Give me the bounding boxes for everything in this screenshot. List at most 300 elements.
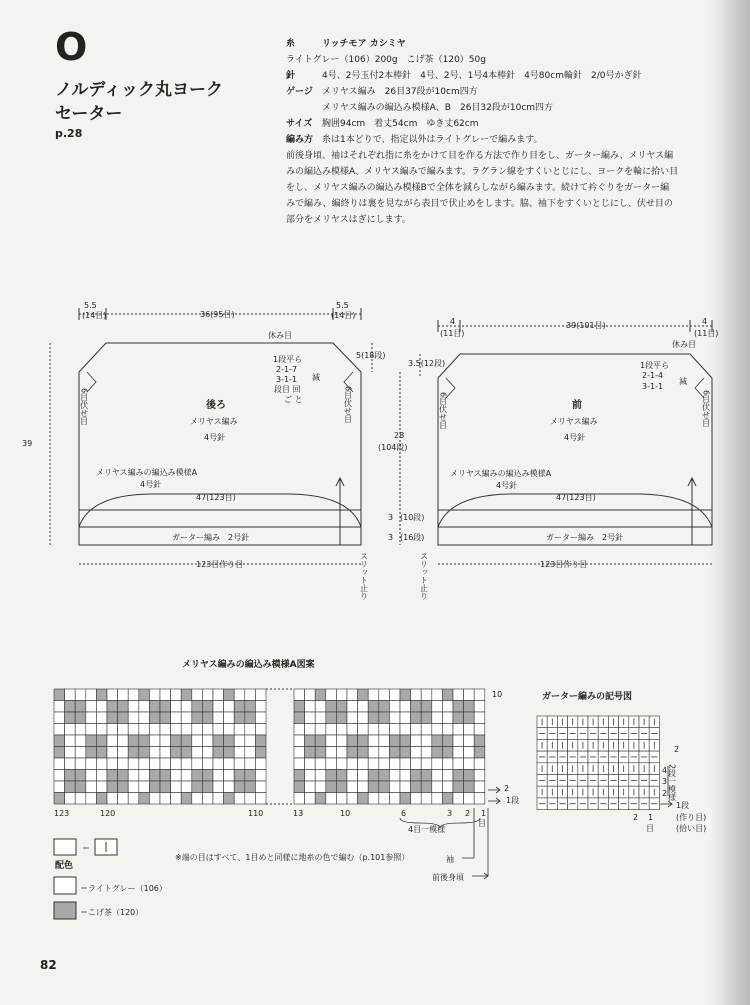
chart-a-cell xyxy=(202,793,213,805)
chart-a-cell xyxy=(75,793,86,805)
chart-a-cell xyxy=(358,747,369,759)
back-height: 39 xyxy=(22,439,33,448)
front-needle: 4号針 xyxy=(564,433,586,442)
chart-a-cell xyxy=(75,701,86,713)
chart-a-cell xyxy=(432,781,443,793)
chart-a-cell xyxy=(255,793,266,805)
chart-a-cell xyxy=(453,712,464,724)
chart-a-cell xyxy=(368,701,379,713)
front-left-height: 3.5(12段) xyxy=(408,359,446,368)
chart-a-cell xyxy=(305,689,316,701)
chart-a-cell xyxy=(181,701,192,713)
chart-a-cell xyxy=(432,701,443,713)
chart-a-cell xyxy=(294,793,305,805)
chart-a-label-120: 120 xyxy=(100,809,116,818)
chart-a-cell xyxy=(213,747,224,759)
chart-a-cell xyxy=(213,689,224,701)
chart-a-cell xyxy=(65,724,76,736)
chart-a-cell xyxy=(160,793,171,805)
chart-a-cell xyxy=(326,758,337,770)
chart-a-cell xyxy=(442,758,453,770)
page-reference: p.28 xyxy=(55,127,83,140)
chart-a-cell xyxy=(464,747,475,759)
chart-a-cell xyxy=(432,689,443,701)
chart-a-cell xyxy=(54,712,65,724)
chart-a-cell xyxy=(294,747,305,759)
chart-a-cell xyxy=(474,781,485,793)
chart-a-cell xyxy=(139,781,150,793)
chart-a-cell xyxy=(326,735,337,747)
chart-a-cell xyxy=(96,770,107,782)
chart-a-cell xyxy=(86,724,97,736)
chart-a-cell xyxy=(305,770,316,782)
chart-a-cell xyxy=(294,701,305,713)
chart-a-label-2: 2 xyxy=(465,809,471,818)
chart-a-cell xyxy=(474,689,485,701)
chart-a-label-13: 13 xyxy=(293,809,304,818)
chart-a-cell xyxy=(171,735,182,747)
chart-a-cell xyxy=(118,724,129,736)
chart-a-cell xyxy=(474,724,485,736)
back-pattern: メリヤス編みの編込み模様A xyxy=(96,468,198,477)
chart-a-cell xyxy=(192,724,203,736)
back-right-height: 5(18段) xyxy=(356,351,386,360)
chart-a-cell xyxy=(336,747,347,759)
back-bind-right: 6目伏せ目 xyxy=(343,386,353,424)
back-dec-5: ご と xyxy=(284,395,303,404)
chart-a-cell xyxy=(442,689,453,701)
chart-a-cell xyxy=(65,701,76,713)
chart-a-cell xyxy=(160,712,171,724)
chart-a-cell xyxy=(224,793,235,805)
chart-a-cell xyxy=(379,724,390,736)
chart-a-cell xyxy=(315,712,326,724)
chart-a-cell xyxy=(54,701,65,713)
title-line-2: セーター xyxy=(55,104,123,124)
chart-a-cell xyxy=(118,793,129,805)
front-bind-right: 6目伏せ目 xyxy=(701,390,711,428)
chart-a-cell xyxy=(411,724,422,736)
chart-a-cell xyxy=(65,758,76,770)
chart-a-cell xyxy=(128,724,139,736)
chart-a-cell xyxy=(86,689,97,701)
chart-a-cell xyxy=(432,770,443,782)
chart-a-cell xyxy=(192,735,203,747)
chart-a-cell xyxy=(453,793,464,805)
chart-a-cell xyxy=(213,770,224,782)
chart-a-row-1: 1段 xyxy=(506,796,520,805)
chart-a-cell xyxy=(86,701,97,713)
chart-a-cell xyxy=(255,770,266,782)
chart-a-cell xyxy=(192,689,203,701)
chart-a-cell xyxy=(368,712,379,724)
chart-a-cell xyxy=(75,735,86,747)
pattern-letter: O xyxy=(55,25,88,69)
chart-a-cell xyxy=(379,770,390,782)
chart-a-cell xyxy=(54,793,65,805)
chart-a-cell xyxy=(181,770,192,782)
back-dim-right: 5.5 xyxy=(336,301,349,310)
chart-a-cell xyxy=(368,735,379,747)
chart-a-cell xyxy=(474,701,485,713)
chart-a-cell xyxy=(128,735,139,747)
chart-a-cell xyxy=(234,770,245,782)
chart-a-cell xyxy=(181,793,192,805)
method-line-6: 部分をメリヤスはぎにします。 xyxy=(286,215,411,225)
chart-a-cell xyxy=(213,735,224,747)
chart-a-cell xyxy=(305,712,316,724)
chart-a-cell xyxy=(224,712,235,724)
gauge-value-1: メリヤス編み 26目37段が10cm四方 xyxy=(322,87,478,97)
chart-a-cell xyxy=(54,747,65,759)
chart-a-cell xyxy=(255,735,266,747)
chart-a-cell xyxy=(245,712,256,724)
back-dim-right-st: (14目) xyxy=(331,311,356,320)
chart-a-cell xyxy=(315,689,326,701)
chart-a-cell xyxy=(255,758,266,770)
chart-a-cell xyxy=(453,701,464,713)
chart-a-cell xyxy=(474,793,485,805)
front-dim-left: 4 xyxy=(450,317,456,326)
chart-a-cell xyxy=(400,758,411,770)
back-dim-left-st: (14目) xyxy=(82,311,107,320)
chart-a-cell xyxy=(181,689,192,701)
chart-a-cell xyxy=(411,747,422,759)
chart-a-cell xyxy=(213,712,224,724)
back-dec-3: 3-1-1 xyxy=(276,375,298,384)
chart-a-cell xyxy=(139,758,150,770)
chart-a-cell xyxy=(411,793,422,805)
chart-a-cell xyxy=(315,735,326,747)
chart-a-cell xyxy=(202,712,213,724)
chart-a-cell xyxy=(315,701,326,713)
chart-a-cell xyxy=(464,689,475,701)
chart-a-cell xyxy=(107,724,118,736)
back-stitch: メリヤス編み xyxy=(190,417,238,426)
chart-a-cell xyxy=(305,793,316,805)
chart-a-cell xyxy=(96,735,107,747)
chart-a-cell xyxy=(368,758,379,770)
chart-a-cell xyxy=(149,770,160,782)
chart-a-cell xyxy=(347,747,358,759)
chart-a-cell xyxy=(160,758,171,770)
front-dim-mid: 39(101目) xyxy=(566,321,606,330)
chart-a-cell xyxy=(128,758,139,770)
chart-a-cell xyxy=(96,758,107,770)
chart-a-cell xyxy=(315,770,326,782)
chart-a-cell xyxy=(107,758,118,770)
chart-a-cell xyxy=(347,770,358,782)
method-label: 編み方 xyxy=(286,135,314,145)
back-dec-1: 1段平ら xyxy=(273,355,303,364)
chart-a-cell xyxy=(389,735,400,747)
chart-a-cell xyxy=(96,701,107,713)
mid-h3b-rows: (16段) xyxy=(400,533,425,542)
chart-a-cell xyxy=(54,735,65,747)
chart-a-cell xyxy=(224,747,235,759)
garter-row-1: 1段 xyxy=(676,801,690,810)
garter-row-2: 2 xyxy=(662,789,668,798)
chart-a-cell xyxy=(86,735,97,747)
chart-a-cell xyxy=(171,712,182,724)
chart-a-cell xyxy=(139,724,150,736)
chart-a-cell xyxy=(326,724,337,736)
chart-a-cell xyxy=(192,781,203,793)
chart-a-cell xyxy=(192,712,203,724)
chart-a-title: メリヤス編みの編込み模様A図案 xyxy=(182,660,315,670)
chart-a-cell xyxy=(107,770,118,782)
chart-a-cell xyxy=(96,793,107,805)
chart-a-cell xyxy=(421,724,432,736)
chart-a-cell xyxy=(118,735,129,747)
chart-a-cell xyxy=(347,793,358,805)
chart-a-cell xyxy=(234,793,245,805)
mid-h28: 28 xyxy=(394,431,405,440)
front-dec-2: 2-1-4 xyxy=(642,371,664,380)
chart-a-cell xyxy=(411,735,422,747)
chart-a-cell xyxy=(54,770,65,782)
legend-dark-swatch xyxy=(54,902,76,919)
chart-a-cell xyxy=(86,793,97,805)
chart-a-cell xyxy=(192,747,203,759)
chart-a-cell xyxy=(65,712,76,724)
chart-a-cell xyxy=(315,747,326,759)
garter-repeat-2: 2 xyxy=(674,745,680,754)
chart-a-cell xyxy=(358,793,369,805)
chart-a-cell xyxy=(421,770,432,782)
chart-a-cell xyxy=(326,793,337,805)
chart-a-cell xyxy=(411,758,422,770)
chart-a-body: 前後身頃 xyxy=(432,873,464,882)
back-dim-left: 5.5 xyxy=(84,301,97,310)
chart-a-cell xyxy=(128,793,139,805)
chart-a-cell xyxy=(336,724,347,736)
chart-a-cell xyxy=(149,724,160,736)
chart-a-cell xyxy=(181,781,192,793)
chart-a-cell xyxy=(213,758,224,770)
method-line-3: みの編込み模様A、メリヤス編みで編みます。ラグラン線をすくいとじにし、ヨークを輪に拾い目 xyxy=(286,167,679,177)
chart-a-cell xyxy=(294,758,305,770)
chart-a-cell xyxy=(139,793,150,805)
chart-a-cell xyxy=(245,701,256,713)
chart-a-cell xyxy=(245,781,256,793)
chart-a-cell xyxy=(358,701,369,713)
front-stitch: メリヤス編み xyxy=(550,417,598,426)
chart-a-cell xyxy=(245,735,256,747)
chart-a-cell xyxy=(54,689,65,701)
chart-a-cell xyxy=(160,689,171,701)
chart-a-cell xyxy=(336,781,347,793)
chart-a-cell xyxy=(305,701,316,713)
chart-a-cell xyxy=(202,758,213,770)
chart-a-cell xyxy=(305,781,316,793)
garter-chart-title: ガーター編みの記号図 xyxy=(542,692,633,702)
chart-a-cell xyxy=(192,770,203,782)
chart-a-cell xyxy=(139,689,150,701)
chart-a-cell xyxy=(347,689,358,701)
chart-a-cell xyxy=(358,735,369,747)
chart-a-cell xyxy=(421,689,432,701)
chart-a-cell xyxy=(389,701,400,713)
chart-a-cell xyxy=(368,793,379,805)
chart-a-cell xyxy=(107,781,118,793)
chart-a-cell xyxy=(315,793,326,805)
chart-a-cell xyxy=(202,735,213,747)
chart-a-cell xyxy=(224,770,235,782)
chart-a-cell xyxy=(224,758,235,770)
chart-a-cell xyxy=(171,781,182,793)
chart-a-cell xyxy=(294,770,305,782)
chart-a-cell xyxy=(86,758,97,770)
chart-a-cell xyxy=(305,758,316,770)
chart-a-cell xyxy=(453,735,464,747)
mid-h28-rows: (104段) xyxy=(378,443,408,452)
mid-h3a: 3 xyxy=(388,513,394,522)
chart-a-cell xyxy=(75,712,86,724)
chart-a-cell xyxy=(86,781,97,793)
chart-a-cell xyxy=(421,701,432,713)
chart-a-cell xyxy=(294,781,305,793)
chart-a-cell xyxy=(336,712,347,724)
chart-a-cell xyxy=(400,701,411,713)
chart-a-cell xyxy=(432,724,443,736)
chart-a-label-10: 10 xyxy=(340,809,351,818)
chart-a-cell xyxy=(453,781,464,793)
chart-a-row-10: 10 xyxy=(492,690,503,699)
chart-a-label-1: 1 xyxy=(481,809,487,818)
chart-a-cell xyxy=(149,701,160,713)
chart-a-cell xyxy=(171,701,182,713)
chart-a-cell xyxy=(400,793,411,805)
chart-a-cell xyxy=(128,712,139,724)
chart-a-cell xyxy=(432,735,443,747)
chart-a-cell xyxy=(224,724,235,736)
chart-a-cell xyxy=(54,724,65,736)
chart-a-cell xyxy=(389,770,400,782)
chart-a-cell xyxy=(202,747,213,759)
chart-a-cell xyxy=(234,747,245,759)
chart-a-cell xyxy=(192,701,203,713)
chart-a-cell xyxy=(474,735,485,747)
chart-a-cell xyxy=(255,689,266,701)
front-pattern-needle: 4号針 xyxy=(496,481,518,490)
chart-a-cell xyxy=(75,770,86,782)
chart-a-cell xyxy=(160,701,171,713)
chart-a-cell xyxy=(432,747,443,759)
chart-a-cell xyxy=(464,793,475,805)
front-bind-left: 6目伏せ目 xyxy=(438,392,448,430)
chart-a-cell xyxy=(149,781,160,793)
garter-col-2: 2 xyxy=(633,813,639,822)
chart-a-cell xyxy=(75,758,86,770)
chart-a-cell xyxy=(107,712,118,724)
chart-a-cell xyxy=(245,747,256,759)
garter-repeat: 2段一模様 xyxy=(667,764,677,802)
chart-a-cell xyxy=(118,712,129,724)
chart-a-cell xyxy=(358,758,369,770)
chart-a-cell xyxy=(453,747,464,759)
chart-a-cell xyxy=(118,758,129,770)
chart-a-cell xyxy=(400,770,411,782)
chart-a-grid xyxy=(54,689,485,804)
chart-a-cell xyxy=(192,793,203,805)
chart-a-cell xyxy=(255,747,266,759)
chart-a-cell xyxy=(96,712,107,724)
chart-a-cell xyxy=(139,747,150,759)
chart-a-cell xyxy=(421,793,432,805)
garter-me: 目 xyxy=(646,824,654,833)
chart-a-cell xyxy=(107,747,118,759)
chart-a-cell xyxy=(400,712,411,724)
chart-a-cell xyxy=(442,701,453,713)
chart-a-cell xyxy=(347,712,358,724)
chart-a-cell xyxy=(234,701,245,713)
chart-a-cell xyxy=(255,781,266,793)
chart-a-cell xyxy=(65,747,76,759)
method-line-2: 前後身頃、袖はそれぞれ指に糸をかけて目を作る方法で作り目をし、ガーター編み、メリヤス編 xyxy=(286,151,674,161)
garter-sakume: (作り目) xyxy=(676,813,707,822)
chart-a-cell xyxy=(442,781,453,793)
gauge-value-2: メリヤス編みの編込み模様A、B 26目32段が10cm四方 xyxy=(322,103,554,113)
chart-a-cell xyxy=(347,701,358,713)
chart-a-cell xyxy=(336,701,347,713)
mid-h3a-rows: (10段) xyxy=(400,513,425,522)
chart-a-cell xyxy=(171,747,182,759)
chart-a-cell xyxy=(347,735,358,747)
yarn-value: リッチモア カシミヤ xyxy=(322,39,406,49)
chart-a-cell xyxy=(192,758,203,770)
chart-a-cell xyxy=(379,701,390,713)
chart-a-cell xyxy=(400,735,411,747)
front-dim-left-st: (11目) xyxy=(440,329,465,338)
chart-a-cell xyxy=(65,735,76,747)
chart-a-cell xyxy=(160,770,171,782)
chart-a-cell xyxy=(118,747,129,759)
chart-a-cell xyxy=(464,701,475,713)
chart-a-cell xyxy=(400,724,411,736)
chart-a-cell xyxy=(75,689,86,701)
chart-a-cell xyxy=(255,701,266,713)
back-dim-mid: 36(95目) xyxy=(200,310,235,319)
method-line-5: みで編み、編終りは裏を見ながら表目で伏止めをします。脇、袖下をすくいとじにし、伏せ目の xyxy=(286,199,673,209)
chart-a-cell xyxy=(96,689,107,701)
garter-row-4: 4 xyxy=(662,766,668,775)
front-garter: ガーター編み 2号針 xyxy=(546,533,624,542)
chart-a-cell xyxy=(474,712,485,724)
chart-a-cell xyxy=(128,770,139,782)
chart-a-cell xyxy=(118,701,129,713)
chart-a-cell xyxy=(336,689,347,701)
chart-a-cell xyxy=(160,735,171,747)
chart-a-cell xyxy=(245,793,256,805)
back-cast-on: 123目作り目 xyxy=(196,560,244,569)
front-pattern: メリヤス編みの編込み模様A xyxy=(450,469,552,478)
page-number: 82 xyxy=(40,958,57,972)
chart-a-cell xyxy=(347,724,358,736)
chart-a-cell xyxy=(245,689,256,701)
chart-a-cell xyxy=(149,793,160,805)
chart-a-cell xyxy=(347,781,358,793)
size-label: サイズ xyxy=(286,119,313,129)
back-rest-stitch: 休み目 xyxy=(268,331,292,340)
chart-a-cell xyxy=(107,701,118,713)
chart-a-cell xyxy=(149,735,160,747)
chart-a-cell xyxy=(139,701,150,713)
chart-a-cell xyxy=(128,781,139,793)
chart-a-cell xyxy=(326,781,337,793)
chart-a-cell xyxy=(213,724,224,736)
chart-a-cell xyxy=(315,758,326,770)
